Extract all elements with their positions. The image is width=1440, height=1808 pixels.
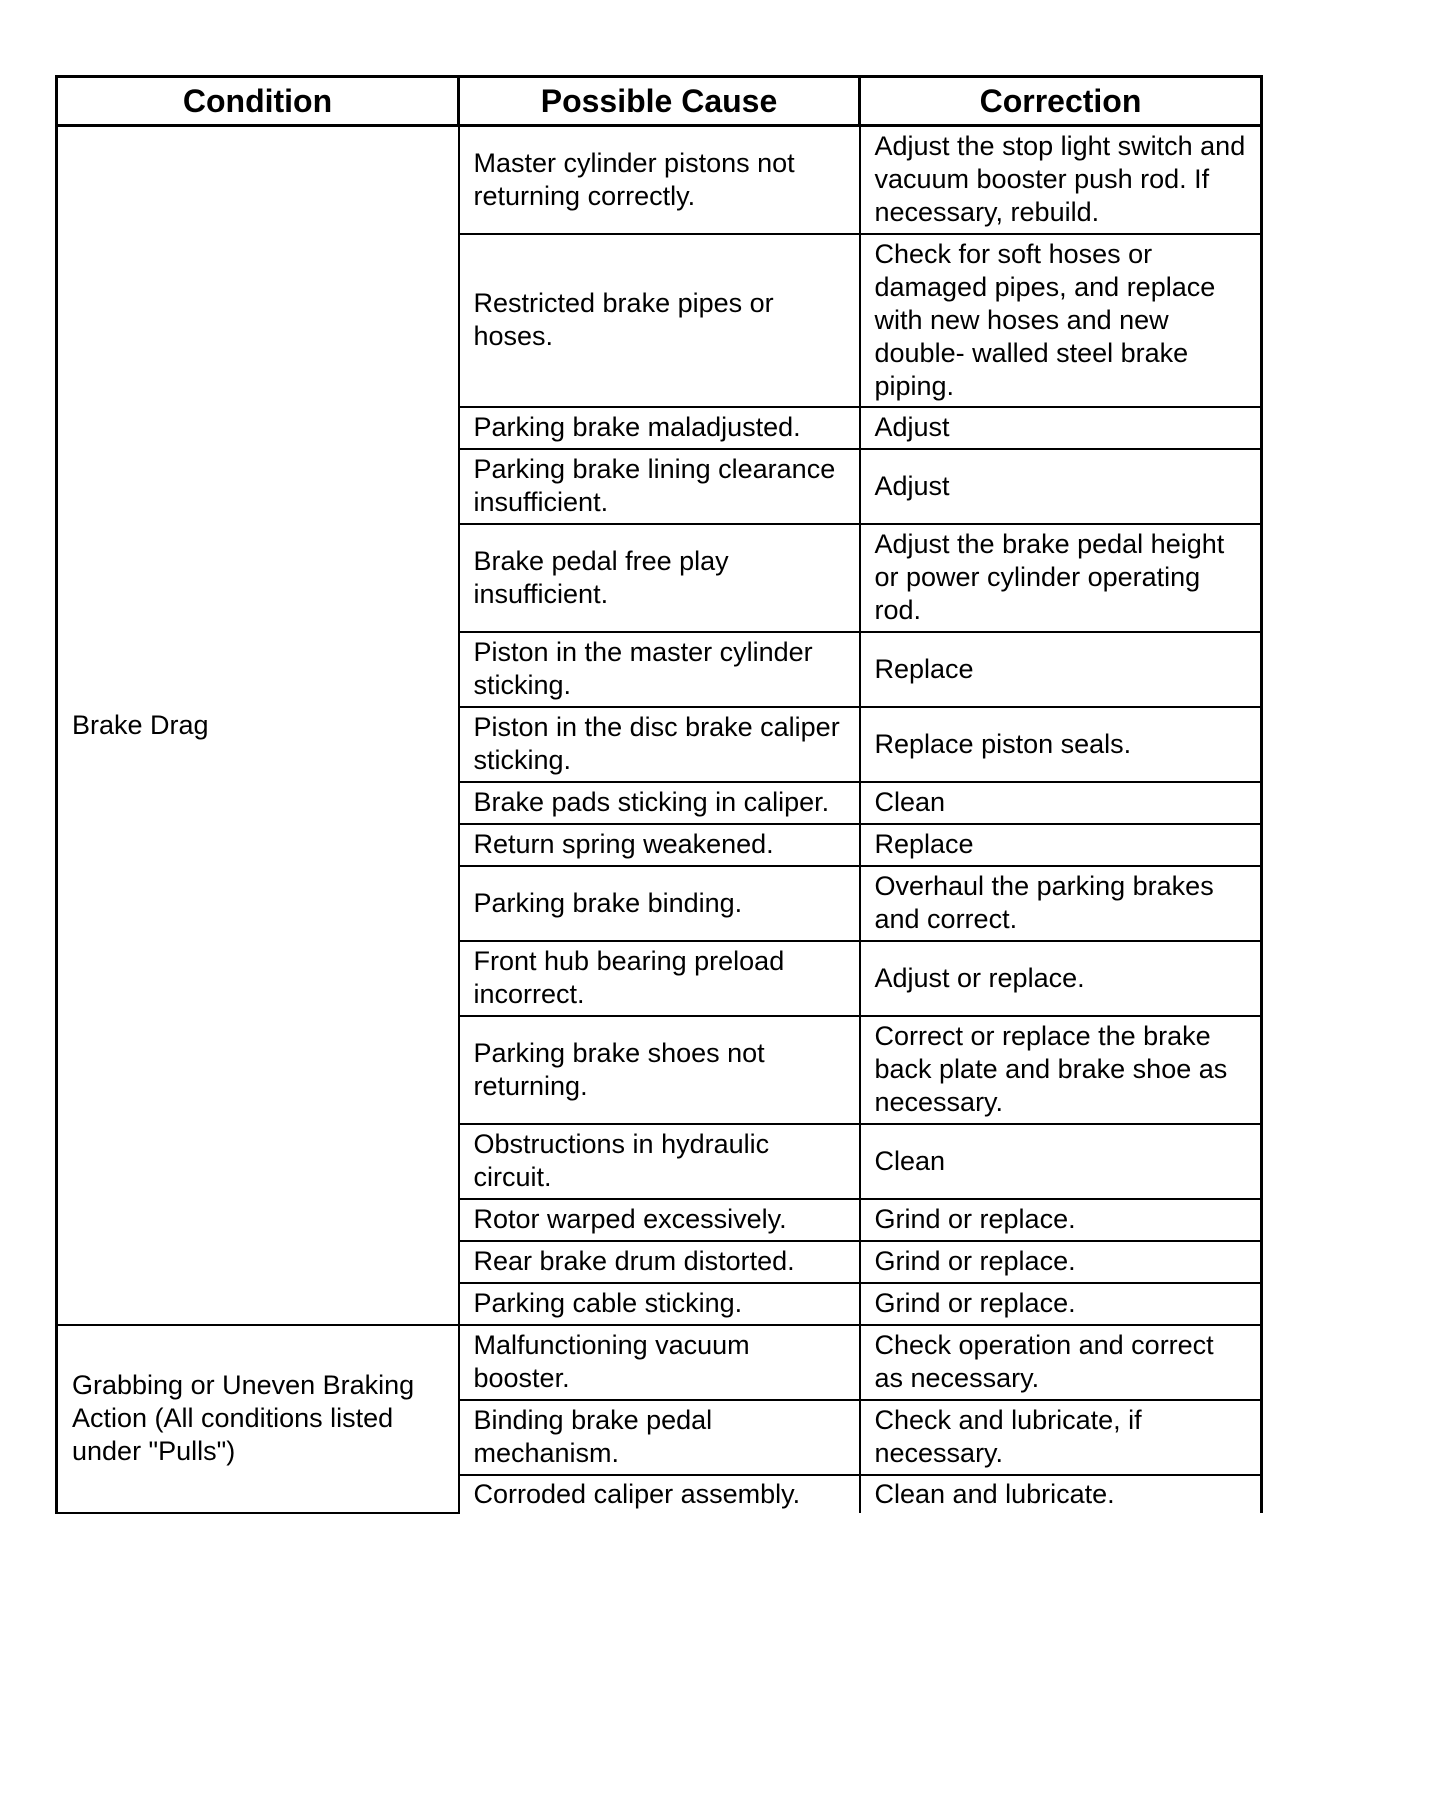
possible-cause-cell: Parking brake lining clearance insufficient. <box>459 449 860 524</box>
possible-cause-cell: Rotor warped excessively. <box>459 1199 860 1241</box>
correction-cell: Overhaul the parking brakes and correct. <box>860 866 1262 941</box>
correction-cell: Clean and lubricate. <box>860 1475 1262 1513</box>
possible-cause-cell: Parking brake binding. <box>459 866 860 941</box>
header-row <box>57 77 1262 126</box>
possible-cause-cell: Restricted brake pipes or hoses. <box>459 234 860 407</box>
table-body <box>57 126 1262 1513</box>
correction-cell: Check operation and correct as necessary. <box>860 1325 1262 1400</box>
condition-cell: Grabbing or Uneven Braking Action (All conditions listed under "Pulls") <box>57 1325 459 1513</box>
header-correction: Correction <box>860 77 1262 126</box>
possible-cause-cell: Piston in the master cylinder sticking. <box>459 632 860 707</box>
correction-cell: Clean <box>860 782 1262 824</box>
correction-cell: Grind or replace. <box>860 1241 1262 1283</box>
correction-cell: Replace <box>860 632 1262 707</box>
possible-cause-cell: Binding brake pedal mechanism. <box>459 1400 860 1475</box>
correction-cell: Replace <box>860 824 1262 866</box>
correction-cell: Adjust the brake pedal height or power cylinder operating rod. <box>860 524 1262 632</box>
troubleshooting-table <box>55 75 1263 1514</box>
correction-cell: Clean <box>860 1124 1262 1199</box>
correction-cell: Check and lubricate, if necessary. <box>860 1400 1262 1475</box>
possible-cause-cell: Piston in the disc brake caliper sticking. <box>459 707 860 782</box>
table-row <box>57 126 1262 234</box>
table-row <box>57 1325 1262 1400</box>
possible-cause-cell: Rear brake drum distorted. <box>459 1241 860 1283</box>
possible-cause-cell: Brake pedal free play insufficient. <box>459 524 860 632</box>
possible-cause-cell: Parking cable sticking. <box>459 1283 860 1325</box>
possible-cause-cell: Malfunctioning vacuum booster. <box>459 1325 860 1400</box>
correction-cell: Check for soft hoses or damaged pipes, and replace with new hoses and new double- walled steel brake piping. <box>860 234 1262 407</box>
header-possible-cause: Possible Cause <box>459 77 860 126</box>
possible-cause-cell: Brake pads sticking in caliper. <box>459 782 860 824</box>
possible-cause-cell: Return spring weakened. <box>459 824 860 866</box>
correction-cell: Correct or replace the brake back plate and brake shoe as necessary. <box>860 1016 1262 1124</box>
correction-cell: Replace piston seals. <box>860 707 1262 782</box>
possible-cause-cell: Corroded caliper assembly. <box>459 1475 860 1513</box>
correction-cell: Adjust or replace. <box>860 941 1262 1016</box>
possible-cause-cell: Front hub bearing preload incorrect. <box>459 941 860 1016</box>
correction-cell: Adjust <box>860 449 1262 524</box>
condition-cell: Brake Drag <box>57 126 459 1325</box>
correction-cell: Adjust the stop light switch and vacuum booster push rod. If necessary, rebuild. <box>860 126 1262 234</box>
possible-cause-cell: Parking brake shoes not returning. <box>459 1016 860 1124</box>
correction-cell: Adjust <box>860 407 1262 449</box>
possible-cause-cell: Parking brake maladjusted. <box>459 407 860 449</box>
header-condition: Condition <box>57 77 459 126</box>
correction-cell: Grind or replace. <box>860 1199 1262 1241</box>
correction-cell: Grind or replace. <box>860 1283 1262 1325</box>
possible-cause-cell: Master cylinder pistons not returning correctly. <box>459 126 860 234</box>
possible-cause-cell: Obstructions in hydraulic circuit. <box>459 1124 860 1199</box>
